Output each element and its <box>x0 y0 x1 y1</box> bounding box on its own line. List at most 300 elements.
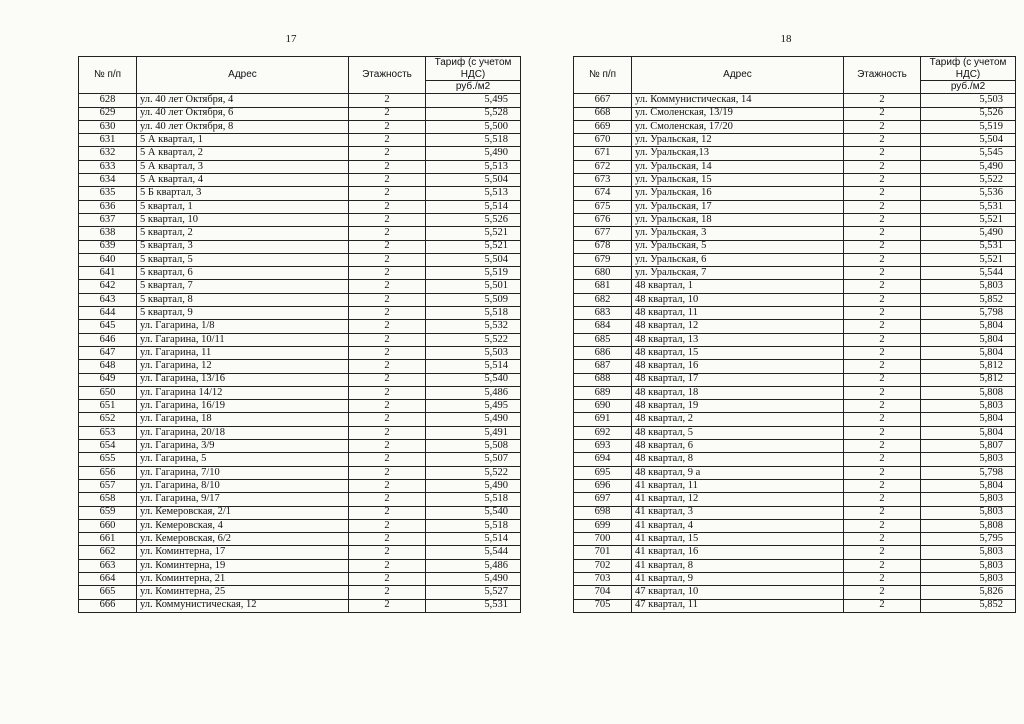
cell-floors: 2 <box>844 147 921 160</box>
cell-address: 5 А квартал, 2 <box>137 147 349 160</box>
cell-address: ул. Гагарина, 3/9 <box>137 440 349 453</box>
cell-num: 673 <box>574 174 632 187</box>
cell-floors: 2 <box>349 599 426 612</box>
cell-floors: 2 <box>844 400 921 413</box>
cell-num: 666 <box>79 599 137 612</box>
cell-tariff: 5,804 <box>921 479 1016 492</box>
cell-address: ул. Коминтерна, 21 <box>137 572 349 585</box>
cell-tariff: 5,518 <box>426 307 521 320</box>
header-floors: Этажность <box>349 57 426 94</box>
cell-num: 669 <box>574 120 632 133</box>
cell-num: 649 <box>79 373 137 386</box>
cell-num: 659 <box>79 506 137 519</box>
cell-tariff: 5,521 <box>921 253 1016 266</box>
cell-tariff: 5,803 <box>921 280 1016 293</box>
cell-address: 5 Б квартал, 3 <box>137 187 349 200</box>
table-row <box>574 134 1016 147</box>
cell-tariff: 5,491 <box>426 426 521 439</box>
cell-tariff: 5,527 <box>426 586 521 599</box>
cell-floors: 2 <box>349 466 426 479</box>
cell-address: ул. Уральская, 18 <box>632 213 844 226</box>
table-row <box>79 479 521 492</box>
cell-address: 5 квартал, 8 <box>137 293 349 306</box>
cell-tariff: 5,514 <box>426 533 521 546</box>
cell-tariff: 5,803 <box>921 546 1016 559</box>
cell-num: 661 <box>79 533 137 546</box>
table-row <box>574 120 1016 133</box>
cell-tariff: 5,540 <box>426 373 521 386</box>
cell-num: 641 <box>79 267 137 280</box>
cell-floors: 2 <box>844 599 921 612</box>
cell-num: 695 <box>574 466 632 479</box>
cell-num: 674 <box>574 187 632 200</box>
cell-floors: 2 <box>349 559 426 572</box>
cell-address: 5 квартал, 10 <box>137 213 349 226</box>
cell-floors: 2 <box>349 227 426 240</box>
cell-tariff: 5,513 <box>426 160 521 173</box>
table-row <box>574 493 1016 506</box>
table-row <box>574 572 1016 585</box>
table-row <box>79 333 521 346</box>
cell-address: ул. Уральская, 5 <box>632 240 844 253</box>
cell-tariff: 5,536 <box>921 187 1016 200</box>
cell-num: 643 <box>79 293 137 306</box>
cell-tariff: 5,522 <box>426 466 521 479</box>
table-row <box>574 373 1016 386</box>
cell-tariff: 5,852 <box>921 599 1016 612</box>
table-row <box>79 373 521 386</box>
tariff-table-left <box>78 56 521 613</box>
cell-num: 651 <box>79 400 137 413</box>
page-number-left: 17 <box>285 33 297 45</box>
cell-num: 700 <box>574 533 632 546</box>
cell-num: 642 <box>79 280 137 293</box>
cell-tariff: 5,507 <box>426 453 521 466</box>
cell-address: 48 квартал, 12 <box>632 320 844 333</box>
header-tariff: Тариф (с учетом НДС) <box>921 57 1016 81</box>
cell-address: 48 квартал, 15 <box>632 346 844 359</box>
cell-floors: 2 <box>349 107 426 120</box>
cell-floors: 2 <box>844 546 921 559</box>
table-row <box>574 559 1016 572</box>
table-row <box>79 519 521 532</box>
cell-floors: 2 <box>844 240 921 253</box>
cell-num: 644 <box>79 307 137 320</box>
cell-num: 636 <box>79 200 137 213</box>
cell-address: ул. Гагарина 14/12 <box>137 386 349 399</box>
cell-floors: 2 <box>844 107 921 120</box>
cell-tariff: 5,518 <box>426 134 521 147</box>
cell-address: 41 квартал, 11 <box>632 479 844 492</box>
cell-tariff: 5,804 <box>921 320 1016 333</box>
cell-floors: 2 <box>349 546 426 559</box>
table-row <box>79 493 521 506</box>
cell-floors: 2 <box>349 479 426 492</box>
cell-tariff: 5,531 <box>921 240 1016 253</box>
cell-address: ул. Гагарина, 16/19 <box>137 400 349 413</box>
cell-floors: 2 <box>349 147 426 160</box>
table-row <box>79 440 521 453</box>
cell-address: 48 квартал, 6 <box>632 440 844 453</box>
cell-floors: 2 <box>844 360 921 373</box>
cell-num: 646 <box>79 333 137 346</box>
cell-num: 681 <box>574 280 632 293</box>
cell-tariff: 5,531 <box>921 200 1016 213</box>
cell-tariff: 5,826 <box>921 586 1016 599</box>
cell-num: 657 <box>79 479 137 492</box>
cell-address: 41 квартал, 15 <box>632 533 844 546</box>
table-row <box>79 134 521 147</box>
cell-num: 690 <box>574 400 632 413</box>
cell-floors: 2 <box>349 174 426 187</box>
cell-address: 5 квартал, 6 <box>137 267 349 280</box>
cell-address: ул. Уральская, 6 <box>632 253 844 266</box>
cell-address: ул. 40 лет Октября, 4 <box>137 94 349 107</box>
table-row <box>79 413 521 426</box>
header-address: Адрес <box>632 57 844 94</box>
cell-tariff: 5,808 <box>921 386 1016 399</box>
cell-address: ул. Уральская, 17 <box>632 200 844 213</box>
cell-address: 5 А квартал, 3 <box>137 160 349 173</box>
cell-floors: 2 <box>349 307 426 320</box>
cell-num: 629 <box>79 107 137 120</box>
cell-address: 5 А квартал, 1 <box>137 134 349 147</box>
table-row <box>574 413 1016 426</box>
cell-floors: 2 <box>844 94 921 107</box>
cell-floors: 2 <box>844 293 921 306</box>
cell-floors: 2 <box>844 134 921 147</box>
cell-floors: 2 <box>844 559 921 572</box>
header-num: № п/п <box>79 57 137 94</box>
cell-tariff: 5,804 <box>921 346 1016 359</box>
cell-tariff: 5,528 <box>426 107 521 120</box>
cell-num: 628 <box>79 94 137 107</box>
cell-tariff: 5,500 <box>426 120 521 133</box>
cell-floors: 2 <box>844 586 921 599</box>
cell-tariff: 5,807 <box>921 440 1016 453</box>
cell-address: ул. Гагарина, 5 <box>137 453 349 466</box>
table-row <box>574 307 1016 320</box>
cell-num: 688 <box>574 373 632 386</box>
cell-address: ул. Гагарина, 10/11 <box>137 333 349 346</box>
cell-num: 638 <box>79 227 137 240</box>
cell-address: ул. Уральская, 12 <box>632 134 844 147</box>
cell-tariff: 5,544 <box>921 267 1016 280</box>
cell-num: 632 <box>79 147 137 160</box>
cell-tariff: 5,803 <box>921 506 1016 519</box>
cell-address: ул. Уральская, 3 <box>632 227 844 240</box>
cell-num: 656 <box>79 466 137 479</box>
cell-address: ул. Уральская, 14 <box>632 160 844 173</box>
cell-address: ул. Коммунистическая, 14 <box>632 94 844 107</box>
table-row <box>574 466 1016 479</box>
table-row <box>574 386 1016 399</box>
table-row <box>574 227 1016 240</box>
cell-tariff: 5,804 <box>921 333 1016 346</box>
cell-floors: 2 <box>349 400 426 413</box>
cell-address: ул. Гагарина, 9/17 <box>137 493 349 506</box>
table-row <box>79 386 521 399</box>
cell-floors: 2 <box>844 493 921 506</box>
cell-tariff: 5,526 <box>426 213 521 226</box>
cell-floors: 2 <box>349 373 426 386</box>
cell-address: 41 квартал, 12 <box>632 493 844 506</box>
cell-tariff: 5,490 <box>426 147 521 160</box>
cell-num: 663 <box>79 559 137 572</box>
cell-tariff: 5,531 <box>426 599 521 612</box>
table-row <box>79 120 521 133</box>
table-row <box>79 240 521 253</box>
cell-floors: 2 <box>349 253 426 266</box>
cell-tariff: 5,518 <box>426 519 521 532</box>
cell-num: 679 <box>574 253 632 266</box>
table-row <box>79 187 521 200</box>
cell-num: 658 <box>79 493 137 506</box>
cell-address: ул. Гагарина, 7/10 <box>137 466 349 479</box>
cell-floors: 2 <box>844 373 921 386</box>
cell-tariff: 5,486 <box>426 386 521 399</box>
cell-floors: 2 <box>844 572 921 585</box>
cell-floors: 2 <box>844 506 921 519</box>
cell-num: 672 <box>574 160 632 173</box>
cell-address: 5 квартал, 5 <box>137 253 349 266</box>
table-row <box>574 453 1016 466</box>
cell-num: 686 <box>574 346 632 359</box>
table-row <box>79 267 521 280</box>
table-row <box>79 213 521 226</box>
cell-num: 675 <box>574 200 632 213</box>
table-row <box>574 174 1016 187</box>
cell-tariff: 5,798 <box>921 307 1016 320</box>
cell-num: 704 <box>574 586 632 599</box>
cell-num: 683 <box>574 307 632 320</box>
table-row <box>574 599 1016 612</box>
cell-tariff: 5,812 <box>921 360 1016 373</box>
cell-floors: 2 <box>844 213 921 226</box>
cell-floors: 2 <box>844 174 921 187</box>
table-row <box>79 599 521 612</box>
cell-tariff: 5,504 <box>426 253 521 266</box>
cell-num: 685 <box>574 333 632 346</box>
cell-address: 5 квартал, 9 <box>137 307 349 320</box>
cell-address: 48 квартал, 10 <box>632 293 844 306</box>
table-row <box>79 426 521 439</box>
cell-tariff: 5,504 <box>426 174 521 187</box>
cell-floors: 2 <box>844 307 921 320</box>
cell-num: 648 <box>79 360 137 373</box>
cell-floors: 2 <box>349 240 426 253</box>
cell-address: ул. Коминтерна, 17 <box>137 546 349 559</box>
cell-tariff: 5,490 <box>426 572 521 585</box>
table-row <box>574 253 1016 266</box>
cell-address: ул. Гагарина, 1/8 <box>137 320 349 333</box>
cell-floors: 2 <box>349 120 426 133</box>
cell-address: 48 квартал, 9 а <box>632 466 844 479</box>
table-row <box>574 320 1016 333</box>
cell-num: 698 <box>574 506 632 519</box>
cell-address: 5 А квартал, 4 <box>137 174 349 187</box>
table-row <box>574 360 1016 373</box>
cell-address: 5 квартал, 2 <box>137 227 349 240</box>
header-floors: Этажность <box>844 57 921 94</box>
cell-tariff: 5,803 <box>921 559 1016 572</box>
cell-num: 682 <box>574 293 632 306</box>
cell-floors: 2 <box>349 519 426 532</box>
cell-floors: 2 <box>349 506 426 519</box>
cell-floors: 2 <box>844 160 921 173</box>
cell-floors: 2 <box>349 413 426 426</box>
cell-num: 677 <box>574 227 632 240</box>
cell-floors: 2 <box>349 280 426 293</box>
cell-num: 665 <box>79 586 137 599</box>
table-row <box>574 426 1016 439</box>
cell-tariff: 5,545 <box>921 147 1016 160</box>
cell-address: 48 квартал, 16 <box>632 360 844 373</box>
cell-tariff: 5,504 <box>921 134 1016 147</box>
cell-floors: 2 <box>844 333 921 346</box>
cell-floors: 2 <box>844 479 921 492</box>
table-row <box>79 466 521 479</box>
cell-num: 680 <box>574 267 632 280</box>
cell-tariff: 5,514 <box>426 200 521 213</box>
cell-num: 640 <box>79 253 137 266</box>
cell-tariff: 5,503 <box>426 346 521 359</box>
cell-floors: 2 <box>349 320 426 333</box>
table-row <box>79 280 521 293</box>
table-row <box>574 160 1016 173</box>
table-row <box>574 200 1016 213</box>
cell-floors: 2 <box>844 320 921 333</box>
cell-floors: 2 <box>349 386 426 399</box>
cell-num: 652 <box>79 413 137 426</box>
cell-num: 687 <box>574 360 632 373</box>
cell-tariff: 5,518 <box>426 493 521 506</box>
cell-address: ул. Смоленская, 13/19 <box>632 107 844 120</box>
table-row <box>79 586 521 599</box>
tariff-table-right <box>573 56 1016 613</box>
cell-floors: 2 <box>844 267 921 280</box>
cell-tariff: 5,521 <box>426 240 521 253</box>
table-row <box>79 572 521 585</box>
cell-floors: 2 <box>349 213 426 226</box>
cell-floors: 2 <box>844 533 921 546</box>
cell-tariff: 5,495 <box>426 400 521 413</box>
header-tariff: Тариф (с учетом НДС) <box>426 57 521 81</box>
cell-tariff: 5,519 <box>426 267 521 280</box>
cell-address: ул. Уральская, 7 <box>632 267 844 280</box>
header-unit: руб./м2 <box>426 81 521 94</box>
cell-address: 41 квартал, 16 <box>632 546 844 559</box>
cell-num: 662 <box>79 546 137 559</box>
table-row <box>79 453 521 466</box>
cell-floors: 2 <box>844 453 921 466</box>
cell-address: ул. Кемеровская, 6/2 <box>137 533 349 546</box>
cell-tariff: 5,532 <box>426 320 521 333</box>
cell-address: ул. Кемеровская, 2/1 <box>137 506 349 519</box>
table-body-right <box>574 94 1016 613</box>
cell-num: 654 <box>79 440 137 453</box>
cell-num: 692 <box>574 426 632 439</box>
cell-tariff: 5,803 <box>921 453 1016 466</box>
cell-tariff: 5,808 <box>921 519 1016 532</box>
table-row <box>79 160 521 173</box>
cell-num: 696 <box>574 479 632 492</box>
table-row <box>574 586 1016 599</box>
cell-address: 5 квартал, 1 <box>137 200 349 213</box>
cell-num: 705 <box>574 599 632 612</box>
cell-address: 41 квартал, 9 <box>632 572 844 585</box>
cell-floors: 2 <box>349 346 426 359</box>
table-row <box>574 107 1016 120</box>
cell-floors: 2 <box>349 533 426 546</box>
cell-address: 48 квартал, 18 <box>632 386 844 399</box>
table-row <box>574 293 1016 306</box>
table-row <box>79 94 521 107</box>
cell-tariff: 5,522 <box>921 174 1016 187</box>
cell-floors: 2 <box>844 519 921 532</box>
cell-num: 699 <box>574 519 632 532</box>
table-row <box>79 307 521 320</box>
cell-address: ул. Коминтерна, 25 <box>137 586 349 599</box>
cell-address: ул. Гагарина, 13/16 <box>137 373 349 386</box>
cell-floors: 2 <box>844 253 921 266</box>
cell-address: ул. Смоленская, 17/20 <box>632 120 844 133</box>
cell-num: 671 <box>574 147 632 160</box>
cell-num: 678 <box>574 240 632 253</box>
cell-floors: 2 <box>349 572 426 585</box>
cell-num: 701 <box>574 546 632 559</box>
cell-num: 635 <box>79 187 137 200</box>
cell-num: 684 <box>574 320 632 333</box>
cell-address: 5 квартал, 7 <box>137 280 349 293</box>
table-row <box>574 240 1016 253</box>
table-row <box>79 227 521 240</box>
cell-floors: 2 <box>349 160 426 173</box>
table-row <box>79 360 521 373</box>
table-row <box>79 400 521 413</box>
cell-tariff: 5,795 <box>921 533 1016 546</box>
cell-floors: 2 <box>349 493 426 506</box>
table-row <box>574 94 1016 107</box>
cell-address: 48 квартал, 5 <box>632 426 844 439</box>
cell-num: 645 <box>79 320 137 333</box>
cell-num: 693 <box>574 440 632 453</box>
cell-tariff: 5,804 <box>921 426 1016 439</box>
cell-address: 5 квартал, 3 <box>137 240 349 253</box>
table-row <box>79 293 521 306</box>
cell-num: 639 <box>79 240 137 253</box>
cell-tariff: 5,490 <box>921 227 1016 240</box>
cell-tariff: 5,803 <box>921 400 1016 413</box>
cell-floors: 2 <box>349 267 426 280</box>
table-row <box>574 546 1016 559</box>
cell-floors: 2 <box>349 200 426 213</box>
page-number-right: 18 <box>780 33 792 45</box>
cell-num: 689 <box>574 386 632 399</box>
table-row <box>574 267 1016 280</box>
table-row <box>79 253 521 266</box>
cell-num: 655 <box>79 453 137 466</box>
cell-num: 633 <box>79 160 137 173</box>
cell-tariff: 5,495 <box>426 94 521 107</box>
cell-num: 653 <box>79 426 137 439</box>
cell-address: ул. Коминтерна, 19 <box>137 559 349 572</box>
cell-tariff: 5,804 <box>921 413 1016 426</box>
cell-address: 48 квартал, 1 <box>632 280 844 293</box>
table-row <box>574 519 1016 532</box>
cell-tariff: 5,544 <box>426 546 521 559</box>
cell-floors: 2 <box>349 293 426 306</box>
